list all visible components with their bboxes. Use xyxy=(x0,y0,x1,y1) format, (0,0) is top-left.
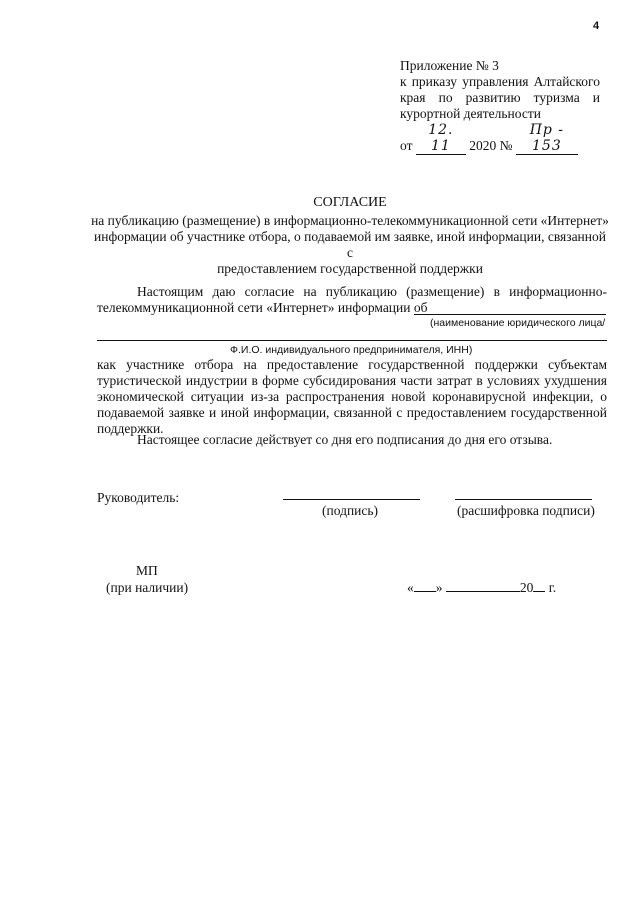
document-subtitle xyxy=(90,213,610,277)
date-line xyxy=(407,578,556,596)
page-number: 4 xyxy=(593,20,600,32)
document-title: СОГЛАСИЕ xyxy=(313,195,387,210)
day-field[interactable] xyxy=(414,578,436,592)
month-field[interactable] xyxy=(446,578,520,592)
order-year-number: 2020 № xyxy=(469,138,513,153)
date-open-quote: « xyxy=(407,580,414,595)
signatory-role: Руководитель: xyxy=(97,490,180,505)
intro-line-1: Настоящим даю согласие на публикацию (размещение) в информационно- xyxy=(137,284,607,299)
stamp-label: МП xyxy=(136,563,158,578)
appendix-department-line-end: курортной деятельности xyxy=(400,106,541,121)
appendix-title: Приложение № 3 xyxy=(400,58,499,73)
hint-legal-entity: (наименование юридического лица/ xyxy=(430,317,606,329)
hint-individual: Ф.И.О. индивидуального предпринимателя, ИНН) xyxy=(230,344,473,356)
validity-text: Настоящее согласие действует со дня его подписания до дня его отзыва. xyxy=(137,432,553,447)
order-date-handwritten: 12. 11 xyxy=(416,122,466,155)
date-prefix: от xyxy=(400,138,413,153)
intro-line-2 xyxy=(97,300,427,316)
entrepreneur-name-field[interactable] xyxy=(97,340,607,341)
intro-line-2-text: телекоммуникационной сети «Интернет» информации об xyxy=(97,300,428,315)
signature-line[interactable] xyxy=(283,499,420,500)
year-field[interactable] xyxy=(533,578,545,592)
subtitle-line: на публикацию (размещение) в информационно-телекоммуникационной сети «Интернет» xyxy=(91,213,609,228)
signature-decoding-line[interactable] xyxy=(455,499,592,500)
order-number-handwritten: Пр - 153 xyxy=(516,122,578,155)
appendix-date-line xyxy=(400,122,600,155)
organization-name-field[interactable] xyxy=(414,314,606,315)
decoding-caption: (расшифровка подписи) xyxy=(457,503,595,518)
year-prefix: 20 xyxy=(519,580,534,595)
appendix-department-line: края по развитию туризма и xyxy=(400,90,600,105)
year-suffix: г. xyxy=(548,580,557,595)
subtitle-line: предоставлением государственной поддержки xyxy=(217,261,483,276)
body-paragraph: как участнике отбора на предоставление государственной поддержки субъектам туристической индустрии в форме субсидирования части затрат в условиях ухудшения экономической ситуации из-за распространения новой коронавирусной инфекции, о подаваемой заявке и иной информации, связанной с предоставлением государственной поддержки. xyxy=(97,357,607,436)
stamp-note: (при наличии) xyxy=(106,580,189,595)
appendix-header xyxy=(400,58,600,155)
subtitle-line: информации об участнике отбора, о подаваемой им заявке, иной информации, связанной с xyxy=(94,229,606,260)
date-close-quote: » xyxy=(435,580,443,595)
signature-caption: (подпись) xyxy=(322,503,379,518)
appendix-order-line: к приказу управления Алтайского xyxy=(400,74,600,89)
